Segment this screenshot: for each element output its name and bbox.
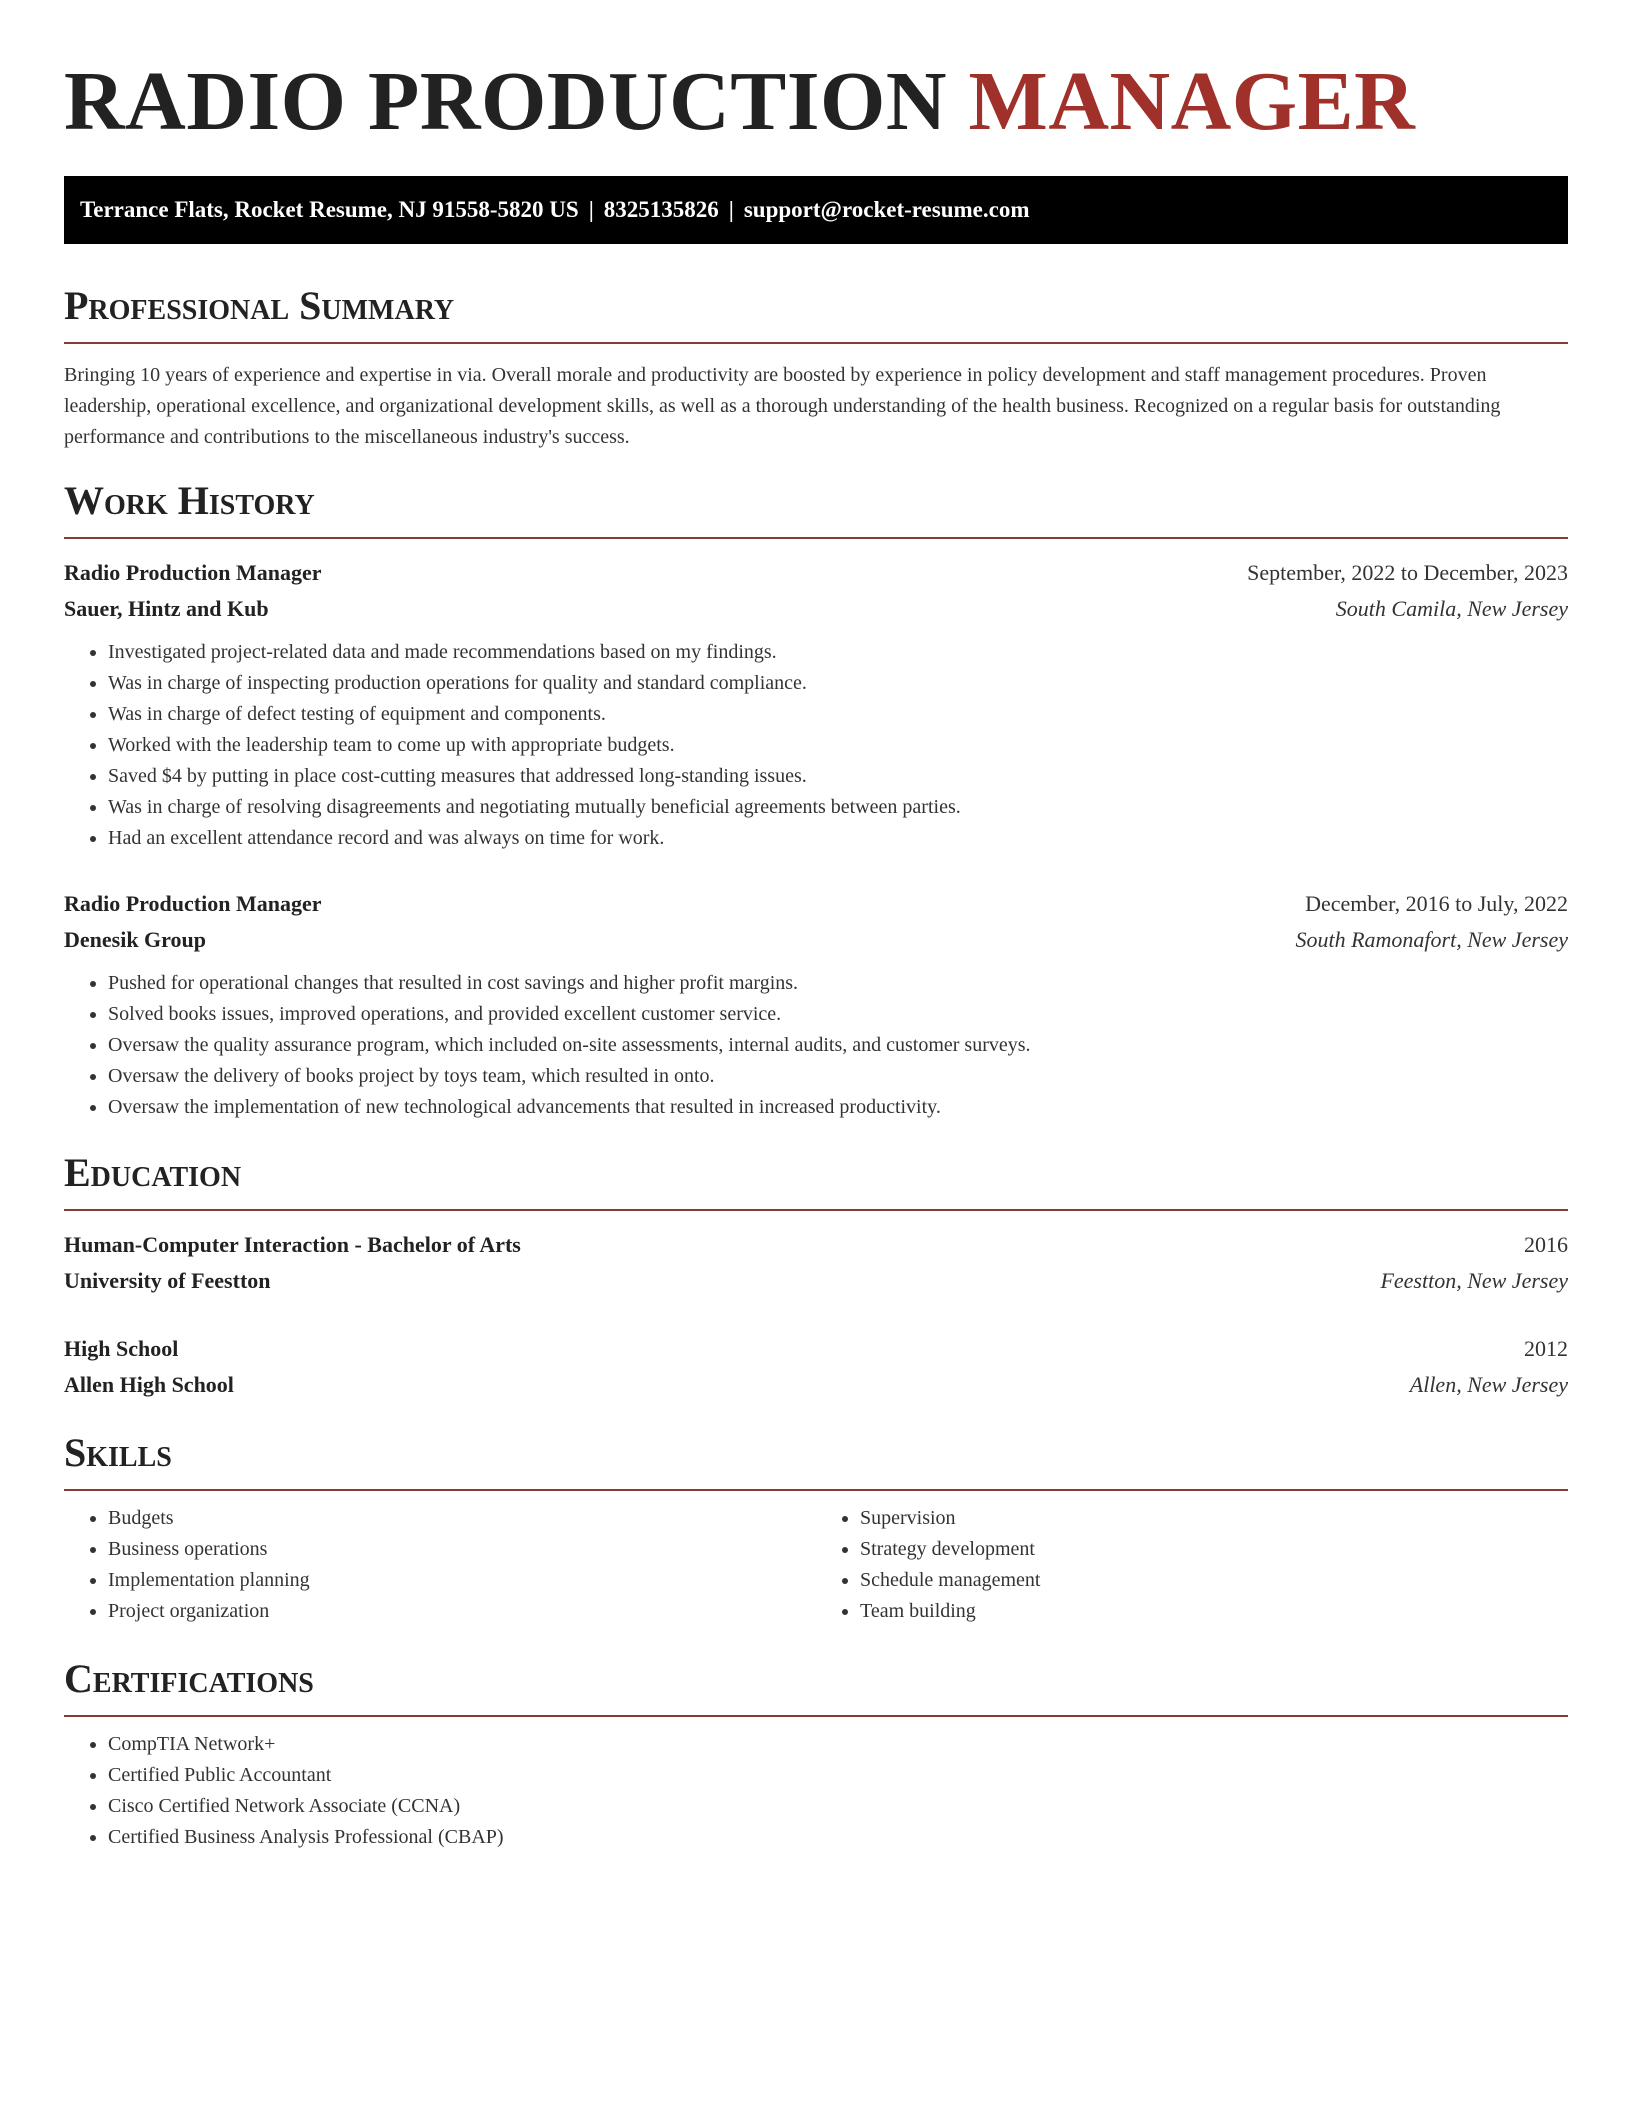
job-title: Radio Production Manager: [64, 560, 322, 585]
list-item: • Certified Business Analysis Professional (CBAP): [108, 1822, 1568, 1853]
contact-email: support@rocket-resume.com: [743, 197, 1030, 222]
job-location: South Camila, New Jersey: [1335, 596, 1568, 621]
list-item: • Team building: [860, 1596, 1568, 1627]
work-history-section: [64, 477, 1568, 1123]
list-item: • Project organization: [108, 1596, 816, 1627]
education-year: 2016: [1524, 1232, 1568, 1257]
job-dates: December, 2016 to July, 2022: [1305, 891, 1568, 916]
education-location: Allen, New Jersey: [1409, 1372, 1568, 1397]
summary-section: [64, 282, 1568, 453]
skills-list-left: [64, 1503, 816, 1627]
list-item: • Supervision: [860, 1503, 1568, 1534]
list-item: • Was in charge of defect testing of equipment and components.: [108, 699, 1568, 730]
job-dates: September, 2022 to December, 2023: [1247, 560, 1568, 585]
list-item: • CompTIA Network+: [108, 1729, 1568, 1760]
list-item: • Solved books issues, improved operations, and provided excellent customer service.: [108, 999, 1568, 1030]
section-divider: [64, 1209, 1568, 1211]
work-history-heading: Work History: [64, 478, 315, 523]
job-entry: [64, 555, 1568, 854]
section-divider: [64, 537, 1568, 539]
job-company: Sauer, Hintz and Kub: [64, 596, 269, 621]
list-item: • Oversaw the quality assurance program, which included on-site assessments, internal audits, and customer surveys.: [108, 1030, 1568, 1061]
job-header-row: [64, 886, 1568, 922]
job-bullets: [64, 637, 1568, 854]
list-item: • Certified Public Accountant: [108, 1760, 1568, 1791]
list-item: • Implementation planning: [108, 1565, 816, 1596]
skills-columns: [64, 1503, 1568, 1627]
education-degree-row: [64, 1331, 1568, 1367]
contact-separator: |: [728, 197, 734, 222]
list-item: • Had an excellent attendance record and was always on time for work.: [108, 823, 1568, 854]
list-item: • Oversaw the delivery of books project by toys team, which resulted in onto.: [108, 1061, 1568, 1092]
list-item: • Was in charge of resolving disagreements and negotiating mutually beneficial agreements between parties.: [108, 792, 1568, 823]
education-section: [64, 1149, 1568, 1403]
list-item: • Cisco Certified Network Associate (CCNA): [108, 1791, 1568, 1822]
list-item: • Business operations: [108, 1534, 816, 1565]
title-accent: MANAGER: [968, 55, 1416, 148]
list-item: • Was in charge of inspecting production operations for quality and standard compliance.: [108, 668, 1568, 699]
list-item: • Saved $4 by putting in place cost-cutting measures that addressed long-standing issues.: [108, 761, 1568, 792]
job-entry: [64, 886, 1568, 1123]
job-title: Radio Production Manager: [64, 891, 322, 916]
certifications-section: [64, 1655, 1568, 1853]
education-year: 2012: [1524, 1336, 1568, 1361]
education-location: Feestton, New Jersey: [1380, 1268, 1568, 1293]
education-school-row: [64, 1263, 1568, 1299]
education-degree: High School: [64, 1336, 179, 1361]
skills-list-right: [816, 1503, 1568, 1627]
contact-separator: |: [588, 197, 594, 222]
list-item: • Schedule management: [860, 1565, 1568, 1596]
skills-section: [64, 1429, 1568, 1627]
summary-text: Bringing 10 years of experience and expertise in via. Overall morale and productivity are boosted by experience in policy development and staff management procedures. Proven leadership, operational excellence, and organizational development skills, as well as a thorough understanding of the health business. Recognized on a regular basis for outstanding performance and contributions to the miscellaneous industry's success.: [64, 364, 1501, 448]
job-header-row: [64, 555, 1568, 591]
education-entry: [64, 1331, 1568, 1403]
list-item: • Worked with the leadership team to come up with appropriate budgets.: [108, 730, 1568, 761]
contact-phone: 8325135826: [603, 197, 719, 222]
certifications-heading: Certifications: [64, 1656, 314, 1701]
job-company-row: [64, 591, 1568, 627]
certifications-list: [64, 1729, 1568, 1853]
resume-page: [64, 0, 1568, 1853]
section-divider: [64, 1715, 1568, 1717]
summary-heading: Professional Summary: [64, 283, 455, 328]
education-heading: Education: [64, 1150, 242, 1195]
job-company-row: [64, 922, 1568, 958]
section-divider: [64, 342, 1568, 344]
contact-bar: [64, 176, 1568, 244]
education-school: Allen High School: [64, 1372, 234, 1397]
contact-address: Terrance Flats, Rocket Resume, NJ 91558-5820 US: [80, 197, 579, 222]
education-degree-row: [64, 1227, 1568, 1263]
education-school: University of Feestton: [64, 1268, 271, 1293]
education-entry: [64, 1227, 1568, 1299]
education-school-row: [64, 1367, 1568, 1403]
skills-heading: Skills: [64, 1430, 172, 1475]
job-location: South Ramonafort, New Jersey: [1295, 927, 1568, 952]
section-divider: [64, 1489, 1568, 1491]
job-company: Denesik Group: [64, 927, 207, 952]
job-bullets: [64, 968, 1568, 1123]
page-title: [64, 0, 1568, 152]
list-item: • Strategy development: [860, 1534, 1568, 1565]
list-item: • Investigated project-related data and made recommendations based on my findings.: [108, 637, 1568, 668]
title-main: RADIO PRODUCTION: [64, 55, 948, 148]
list-item: • Budgets: [108, 1503, 816, 1534]
education-degree: Human-Computer Interaction - Bachelor of Arts: [64, 1232, 521, 1257]
list-item: • Oversaw the implementation of new technological advancements that resulted in increased productivity.: [108, 1092, 1568, 1123]
list-item: • Pushed for operational changes that resulted in cost savings and higher profit margins.: [108, 968, 1568, 999]
